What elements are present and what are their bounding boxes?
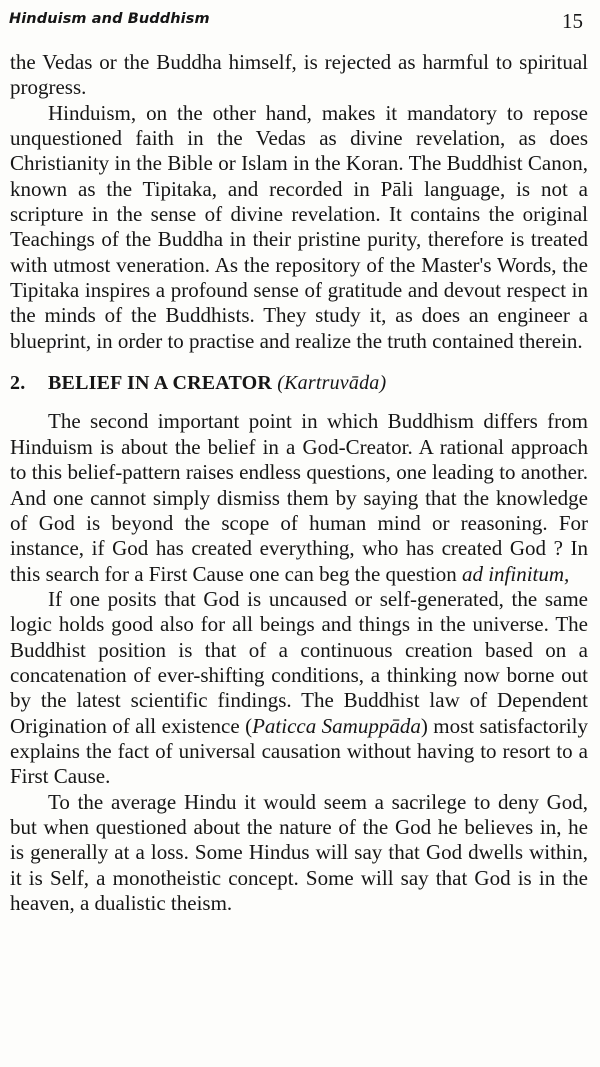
paragraph: Hinduism, on the other hand, makes it mandatory to repose unquestioned faith in the Vedas as divine revelation, as does Christianity in the Bible or Islam in the Koran. The Buddhist Canon, known as the Tipitaka, and recorded in Pāli language, is not a scripture in the sense of divine revelation. It contains the original Teachings of the Buddha in their pristine purity, therefore is treated with utmost veneration. As the repository of the Master's Words, the Tipitaka inspires a profound sense of gratitude and devout respect in the minds of the Buddhists. They study it, as does an engineer a blueprint, in order to practise and realize the truth contained therein. <box>10 100 588 353</box>
pali-term: Paticca Samuppāda <box>252 713 421 738</box>
paragraph <box>10 587 588 790</box>
paragraph: To the average Hindu it would seem a sacrilege to deny God, but when questioned about the nature of the God he believes in, he is generally at a loss. Some Hindus will say that God dwells within, it is Self, a monotheistic concept. Some will say that God is in the heaven, a dualistic theism. <box>10 789 588 915</box>
paragraph-text: The second important point in which Buddhism differs from Hinduism is about the belief in a God-Creator. A rational approach to this belief-pattern raises endless questions, one leading to another. And one cannot simply dismiss them by saying that the knowledge of God is beyond the scope of human mind or reasoning. For instance, if God has created everything, who has created God ? In this search for a First Cause one can beg the question <box>10 409 588 586</box>
paragraph: the Vedas or the Buddha himself, is rejected as harmful to spiritual progress. <box>10 50 588 100</box>
body-text <box>10 50 588 916</box>
running-head <box>9 9 591 35</box>
section-title: BELIEF IN A CREATOR <box>48 372 273 395</box>
paragraph-text: ) most satisfactorily explains the fact of universal causation without having to resort to a First Cause. <box>10 713 588 789</box>
page-number: 15 <box>562 9 583 33</box>
section-heading <box>10 371 588 396</box>
running-title: Hinduism and Buddhism <box>9 11 210 27</box>
section-number: 2. <box>10 372 26 395</box>
paragraph-text: If one posits that God is uncaused or self-generated, the same logic holds good also for all beings and things in the universe. The Buddhist position is that of a continuous creation based on a concatenation of ever-shifting conditions, a thinking now borne out by the latest scientific findings. The Buddhist law of Dependent Origination of all existence ( <box>10 586 588 738</box>
section-term-close: ) <box>379 372 387 395</box>
section-term-text: Kartruvāda <box>284 372 380 395</box>
section-term <box>277 372 386 394</box>
paragraph <box>10 409 588 586</box>
latin-term: ad infinitum, <box>461 561 570 586</box>
section-term-open: ( <box>277 372 285 395</box>
